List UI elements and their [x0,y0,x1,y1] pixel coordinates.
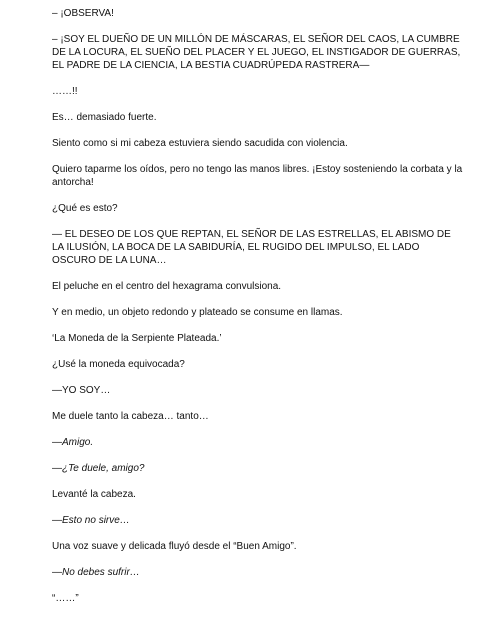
dialogue-paragraph [52,462,464,475]
paragraph: — EL DESEO DE LOS QUE REPTAN, EL SEÑOR DE LAS ESTRELLAS, EL ABISMO DE LA ILUSIÓN, LA BOCA DE LA SABIDURÍA, EL RUGIDO DEL IMPULSO, EL LADO OSCURO DE LA LUNA… [52,229,451,266]
dialogue-paragraph [52,514,464,527]
paragraph: ……!! [52,86,78,97]
paragraph: ¿Qué es esto? [52,203,118,214]
paragraph: Me duele tanto la cabeza… tanto… [52,411,209,422]
paragraph: – ¡OBSERVA! [52,8,114,19]
paragraph: —YO SOY… [52,385,111,396]
dialogue-paragraph [52,566,464,579]
paragraph: ‘La Moneda de la Serpiente Plateada.’ [52,333,222,344]
document-body [52,7,464,618]
dialogue-paragraph [52,436,464,449]
paragraph: Quiero taparme los oídos, pero no tengo las manos libres. ¡Estoy sosteniendo la corbata y la antorcha! [52,164,463,188]
dialogue-dash: — [52,437,62,448]
paragraph: Y en medio, un objeto redondo y plateado se consume en llamas. [52,307,343,318]
paragraph: Es… demasiado fuerte. [52,112,157,123]
dialogue-dash: — [52,567,62,578]
paragraph: Levanté la cabeza. [52,489,136,500]
paragraph: “……” [52,593,79,604]
paragraph: ¿Usé la moneda equivocada? [52,359,185,370]
dialogue-italic-text: Amigo. [62,437,94,448]
dialogue-italic-text: ¿Te duele, amigo? [62,463,145,474]
paragraph: Siento como si mi cabeza estuviera siendo sacudida con violencia. [52,138,348,149]
paragraph: El peluche en el centro del hexagrama convulsiona. [52,281,282,292]
dialogue-dash: — [52,463,62,474]
dialogue-italic-text: No debes sufrir… [62,567,140,578]
dialogue-dash: — [52,515,62,526]
dialogue-italic-text: Esto no sirve… [62,515,130,526]
paragraph: – ¡SOY EL DUEÑO DE UN MILLÓN DE MÁSCARAS, EL SEÑOR DEL CAOS, LA CUMBRE DE LA LOCURA, EL SUEÑO DEL PLACER Y EL JUEGO, EL INSTIGADOR DE GUERRAS, EL PADRE DE LA CIENCIA, LA BESTIA CUADRÚPEDA RASTRERA— [52,34,461,71]
paragraph: Una voz suave y delicada fluyó desde el “Buen Amigo”. [52,541,297,552]
